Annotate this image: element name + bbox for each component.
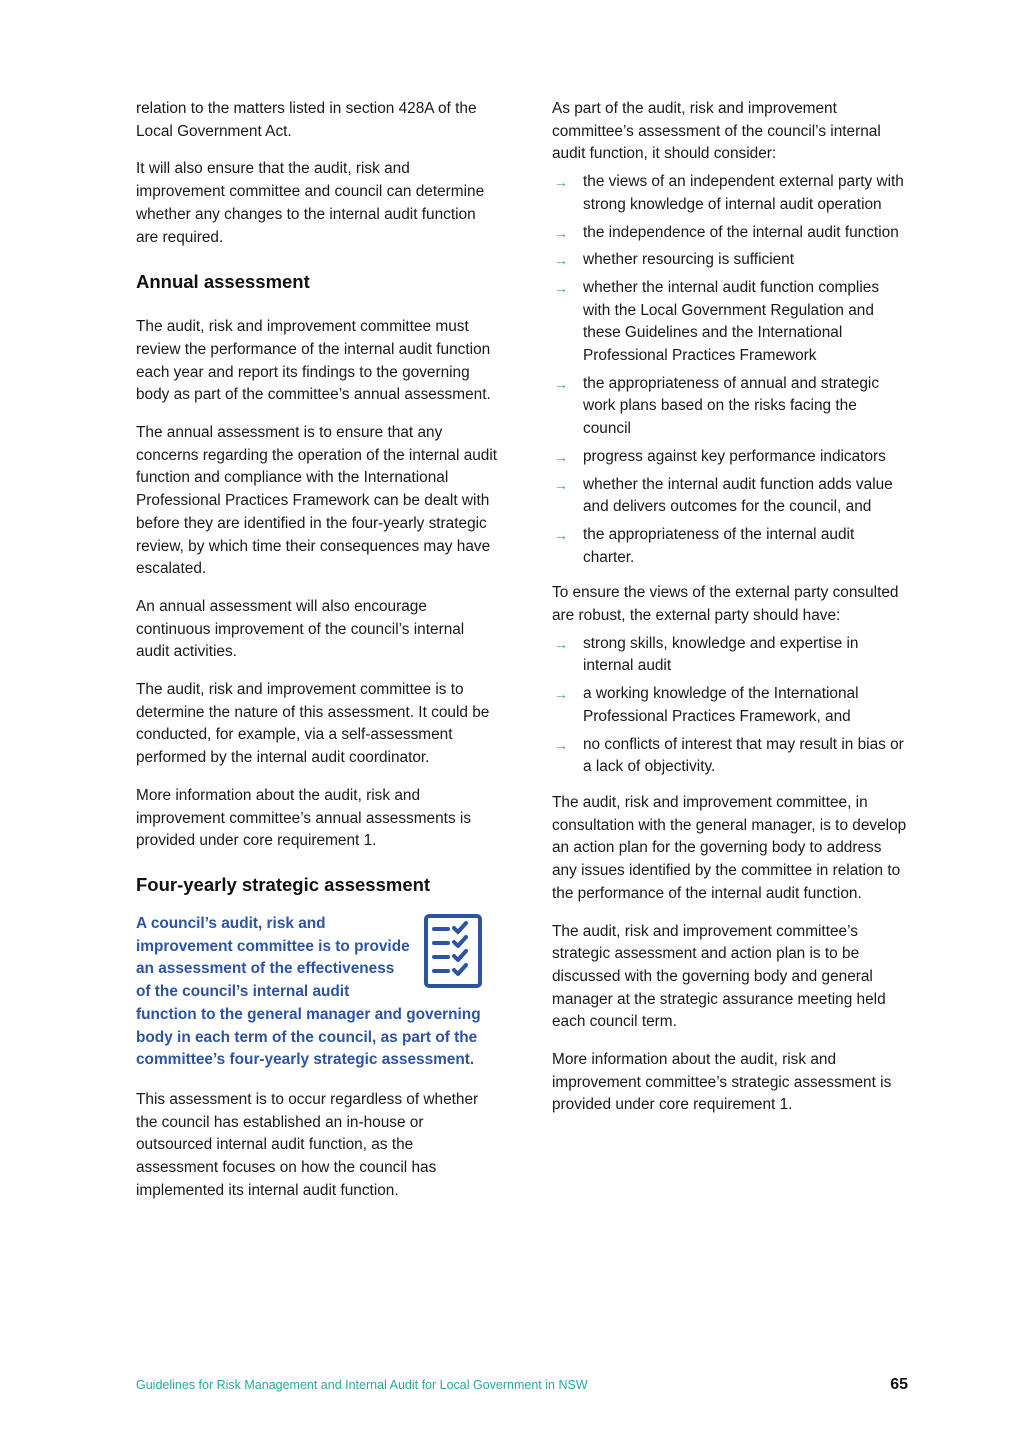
arrow-icon: → <box>554 252 568 269</box>
paragraph: The audit, risk and improvement committee, in consultation with the general manager, is to develop an action plan for the governing body to address any issues identified by the committee in relation to the performance of the internal audit function. <box>552 793 907 902</box>
list-item: → whether resourcing is sufficient <box>552 249 908 272</box>
arrow-icon: → <box>554 736 568 753</box>
paragraph: The audit, risk and improvement committee is to determine the nature of this assessment. It could be conducted, for example, via a self-assessment performed by the internal audit coordinator. <box>136 681 490 767</box>
list-item: → a working knowledge of the International Professional Practices Framework, and <box>554 685 859 725</box>
paragraph: To ensure the views of the external party consulted are robust, the external party should have: <box>552 584 899 625</box>
callout-box <box>136 913 498 1072</box>
arrow-icon: → <box>554 224 568 241</box>
arrow-icon: → <box>554 476 568 493</box>
page-footer <box>136 1376 908 1398</box>
callout-text: A council’s audit, risk and improvement committee is to provide an assessment of the effectiveness of the council’s internal audit function to the general manager and governing body in each term of the council, as part of the committee’s four-yearly strategic assessment. <box>136 914 481 1069</box>
page-number: 65 <box>890 1376 908 1393</box>
list-item: → the appropriateness of the internal audit charter. <box>554 525 855 566</box>
paragraph: It will also ensure that the audit, risk and improvement committee and council can determine whether any changes to the internal audit function are required. <box>136 160 485 246</box>
paragraph: relation to the matters listed in section 428A of the Local Government Act. <box>136 100 477 140</box>
arrow-icon: → <box>554 526 568 543</box>
consideration-list <box>552 171 908 569</box>
checklist-icon <box>418 913 488 989</box>
arrow-icon: → <box>554 279 568 296</box>
list-item: → progress against key performance indicators <box>552 446 908 469</box>
paragraph: The audit, risk and improvement committee’s strategic assessment and action plan is to be discussed with the governing body and general manager at the strategic assurance meeting held each council term. <box>552 922 886 1031</box>
paragraph: The audit, risk and improvement committee must review the performance of the internal audit function each year and report its findings to the governing body as part of the committee’s annual assessment. <box>136 318 491 404</box>
paragraph: The annual assessment is to ensure that any concerns regarding the operation of the internal audit function and compliance with the International Professional Practices Framework can be dealt with before they are identified in the four-yearly strategic review, by which time their consequences may have escalated. <box>136 424 498 578</box>
list-item: → the views of an independent external party with strong knowledge of internal audit operation <box>554 173 904 213</box>
heading-four-yearly-assessment: Four-yearly strategic assessment <box>136 873 431 895</box>
right-column <box>552 98 908 1132</box>
paragraph: This assessment is to occur regardless of whether the council has established an in-house or outsourced internal audit function, as the assessment focuses on how the council has implemented its internal audit function. <box>136 1090 479 1199</box>
arrow-icon: → <box>554 174 568 191</box>
footer-title: Guidelines for Risk Management and Internal Audit for Local Government in NSW <box>136 1378 588 1392</box>
arrow-icon: → <box>554 635 568 652</box>
list-item: → the appropriateness of annual and strategic work plans based on the risks facing the council <box>554 374 880 438</box>
list-item: → whether the internal audit function adds value and delivers outcomes for the council, and <box>554 475 893 516</box>
list-item: → whether the internal audit function complies with the Local Government Regulation and these Guidelines and the International Professional Practices Framework <box>554 278 880 365</box>
left-column <box>136 98 498 1217</box>
paragraph: As part of the audit, risk and improvement committee’s assessment of the council’s internal audit function, it should consider: <box>552 100 881 163</box>
list-item: → strong skills, knowledge and expertise in internal audit <box>554 634 859 675</box>
list-item: → the independence of the internal audit function <box>552 222 908 245</box>
arrow-icon: → <box>554 375 568 392</box>
list-item: → no conflicts of interest that may result in bias or a lack of objectivity. <box>554 735 904 776</box>
heading-annual-assessment: Annual assessment <box>136 271 310 293</box>
paragraph: An annual assessment will also encourage continuous improvement of the council’s internal audit activities. <box>136 597 465 661</box>
arrow-icon: → <box>554 686 568 703</box>
arrow-icon: → <box>554 448 568 465</box>
paragraph: More information about the audit, risk and improvement committee’s annual assessments is provided under core requirement 1. <box>136 786 472 850</box>
external-party-list <box>552 633 908 779</box>
paragraph: More information about the audit, risk and improvement committee’s strategic assessment is provided under core requirement 1. <box>552 1051 892 1114</box>
